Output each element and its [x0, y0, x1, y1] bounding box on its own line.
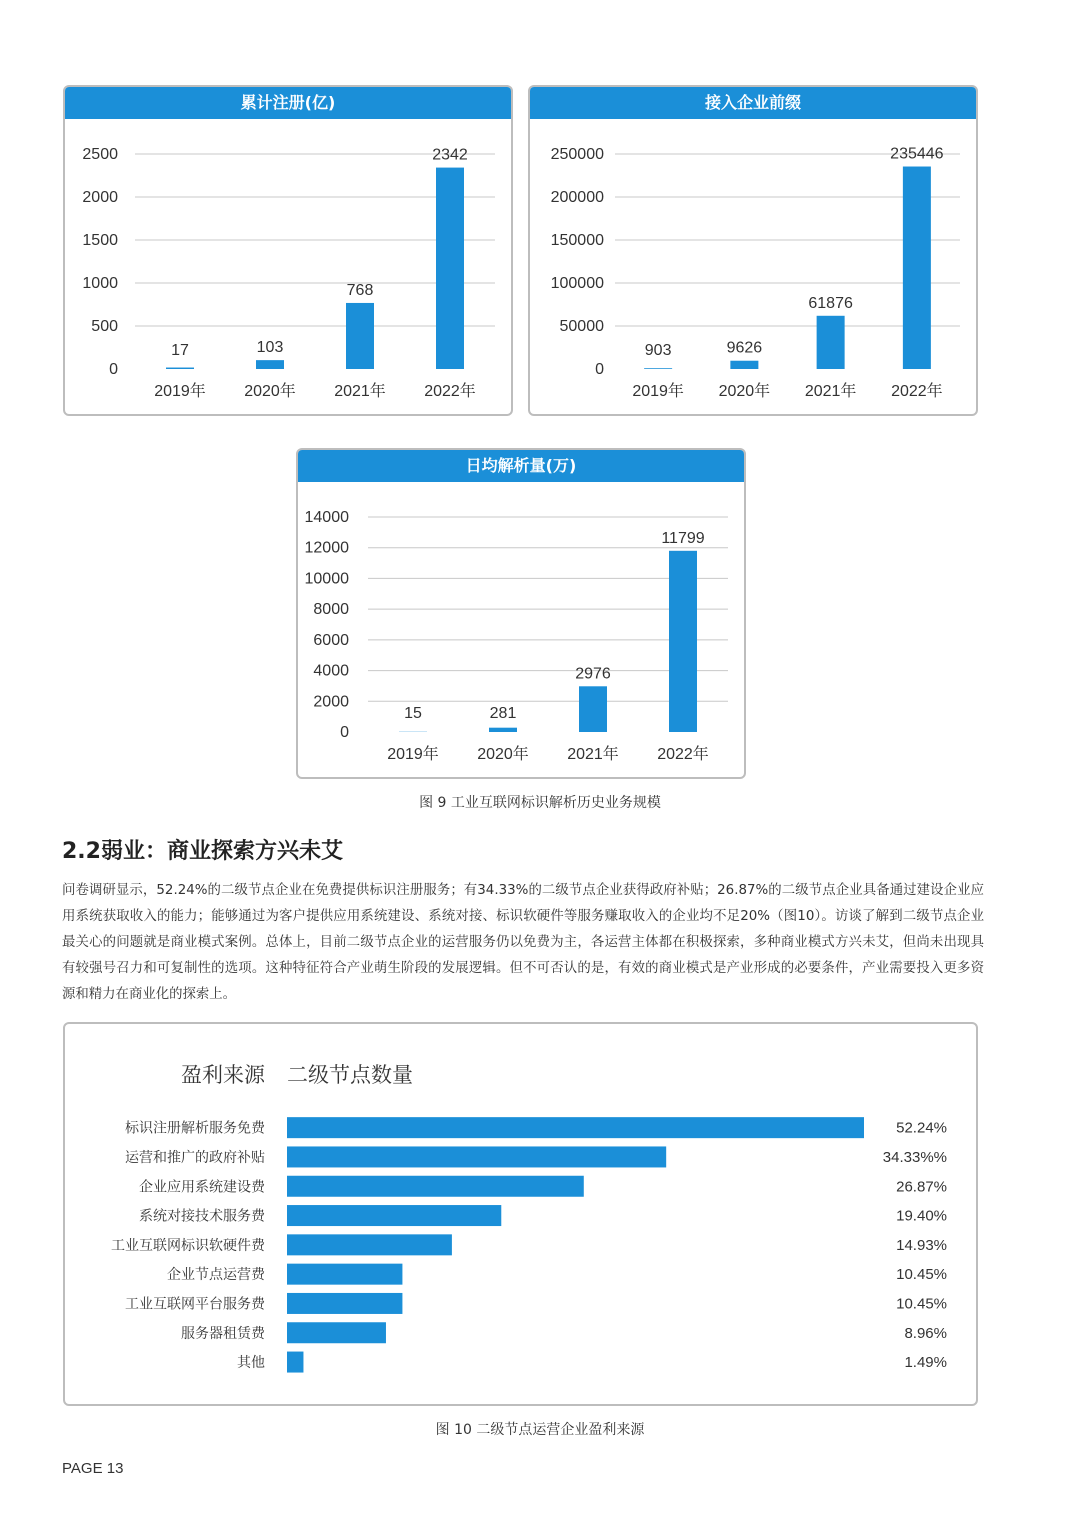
- chart-panel-enterprise-prefixes: [528, 85, 978, 416]
- y-tick-label: 6000: [313, 631, 349, 649]
- bar-chart-enterprise-prefixes: [530, 119, 976, 414]
- y-tick-label: 2000: [313, 693, 349, 711]
- value-label: 14.93%: [896, 1236, 947, 1254]
- x-tick-label: 2021年: [334, 383, 386, 400]
- data-label: 2976: [575, 665, 611, 683]
- bar: [287, 1352, 303, 1373]
- horizontal-bar-chart-profit-sources: [65, 1024, 976, 1404]
- data-label: 103: [256, 339, 284, 357]
- profit-source-chart-panel: [63, 1022, 978, 1406]
- value-label: 8.96%: [904, 1324, 947, 1342]
- y-tick-label: 500: [91, 318, 118, 335]
- value-label: 34.33%%: [882, 1148, 947, 1166]
- x-tick-label: 2022年: [891, 383, 943, 400]
- chart-title: 累计注册(亿): [65, 87, 511, 119]
- category-label: 工业互联网平台服务费: [125, 1296, 265, 1313]
- x-tick-label: 2020年: [477, 746, 529, 763]
- data-label: 11799: [661, 529, 705, 547]
- page-number: PAGE 13: [62, 1460, 124, 1477]
- y-tick-label: 14000: [304, 509, 349, 526]
- data-label: 768: [346, 281, 374, 299]
- y-tick-label: 100000: [550, 275, 604, 292]
- column-header-source: 盈利来源: [181, 1063, 265, 1087]
- bar: [287, 1293, 402, 1314]
- bar: [903, 167, 931, 369]
- category-label: 其他: [237, 1355, 265, 1372]
- category-label: 标识注册解析服务免费: [125, 1120, 265, 1137]
- y-tick-label: 4000: [313, 662, 349, 680]
- figure-9-caption: 图 9 工业互联网标识解析历史业务规模: [419, 795, 661, 811]
- category-label: 企业节点运营费: [167, 1267, 265, 1284]
- bar: [287, 1322, 386, 1343]
- data-label: 61876: [808, 294, 853, 312]
- bar: [166, 368, 194, 369]
- chart-panel-cumulative-registration: [63, 85, 513, 416]
- x-tick-label: 2020年: [244, 383, 296, 400]
- y-tick-label: 1500: [82, 232, 118, 249]
- data-label: 235446: [890, 145, 944, 163]
- data-label: 9626: [726, 339, 763, 357]
- bar: [287, 1146, 666, 1167]
- bar: [256, 360, 284, 369]
- section-title: 2.2弱业：商业探索方兴未艾: [62, 839, 343, 864]
- bar-chart-daily-resolution: [298, 482, 744, 777]
- bar: [287, 1264, 402, 1285]
- y-tick-label: 0: [340, 724, 349, 741]
- bar: [489, 728, 517, 732]
- data-label: 903: [644, 342, 672, 359]
- chart-title: 接入企业前缀: [530, 87, 976, 119]
- bar: [730, 361, 758, 369]
- chart-title: 日均解析量(万): [298, 450, 744, 482]
- value-label: 1.49%: [904, 1354, 947, 1372]
- category-label: 服务器租赁费: [181, 1325, 265, 1342]
- bar: [436, 168, 464, 369]
- y-tick-label: 8000: [313, 601, 349, 619]
- y-tick-label: 200000: [550, 189, 604, 206]
- category-label: 运营和推广的政府补贴: [125, 1149, 265, 1166]
- y-tick-label: 12000: [304, 539, 349, 557]
- x-tick-label: 2019年: [632, 383, 684, 400]
- y-tick-label: 0: [595, 361, 604, 378]
- value-label: 19.40%: [896, 1207, 947, 1225]
- bar: [669, 551, 697, 732]
- bar: [817, 316, 845, 369]
- x-tick-label: 2022年: [657, 746, 709, 763]
- y-tick-label: 50000: [559, 318, 604, 335]
- figure-10-caption: 图 10 二级节点运营企业盈利来源: [435, 1422, 645, 1438]
- x-tick-label: 2020年: [718, 383, 771, 400]
- x-tick-label: 2019年: [154, 383, 206, 400]
- bar-chart-cumulative-registration: [65, 119, 511, 414]
- x-tick-label: 2022年: [424, 383, 476, 400]
- bar: [287, 1117, 864, 1138]
- bar: [287, 1205, 501, 1226]
- data-label: 17: [171, 342, 189, 359]
- bar: [287, 1176, 584, 1197]
- value-label: 10.45%: [896, 1266, 947, 1284]
- value-label: 26.87%: [896, 1178, 947, 1196]
- data-label: 15: [404, 705, 422, 722]
- value-label: 10.45%: [896, 1295, 947, 1313]
- category-label: 系统对接技术服务费: [139, 1208, 265, 1225]
- bar: [287, 1234, 452, 1255]
- value-label: 52.24%: [896, 1119, 947, 1137]
- x-tick-label: 2019年: [387, 746, 439, 763]
- column-header-count: 二级节点数量: [287, 1063, 413, 1087]
- y-tick-label: 1000: [82, 275, 118, 292]
- y-tick-label: 150000: [550, 232, 604, 249]
- chart-panel-daily-resolution: [296, 448, 746, 779]
- y-tick-label: 2000: [82, 189, 118, 206]
- bar: [579, 686, 607, 732]
- category-label: 企业应用系统建设费: [139, 1179, 265, 1196]
- y-tick-label: 250000: [550, 146, 604, 163]
- x-tick-label: 2021年: [567, 746, 619, 763]
- bar: [346, 303, 374, 369]
- y-tick-label: 2500: [82, 146, 118, 163]
- body-paragraph: 问卷调研显示，52.24%的二级节点企业在免费提供标识注册服务；有34.33%的二级节点企业获得政府补贴；26.87%的二级节点企业具备通过建设企业应用系统获取收入的能力；能够通过为客户提供应用系统建设、系统对接、标识软硬件等服务赚取收入的企业均不足20%（图10）。访谈了解到二级节点企业最关心的问题就是商业模式案例。总体上，目前二级节点企业的运营服务仍以免费为主，各运营主体都在积极探索，多种商业模式方兴未艾，但尚未出现具有较强号召力和可复制性的选项。这种特征符合产业萌生阶段的发展逻辑。但不可否认的是，有效的商业模式是产业形成的必要条件，产业需要投入更多资源和精力在商业化的探索上。: [62, 883, 984, 1002]
- data-label: 281: [489, 705, 517, 722]
- data-label: 2342: [432, 146, 468, 164]
- y-tick-label: 10000: [304, 570, 349, 588]
- bar: [644, 368, 672, 369]
- category-label: 工业互联网标识软硬件费: [111, 1237, 265, 1254]
- y-tick-label: 0: [109, 361, 118, 378]
- x-tick-label: 2021年: [804, 383, 857, 400]
